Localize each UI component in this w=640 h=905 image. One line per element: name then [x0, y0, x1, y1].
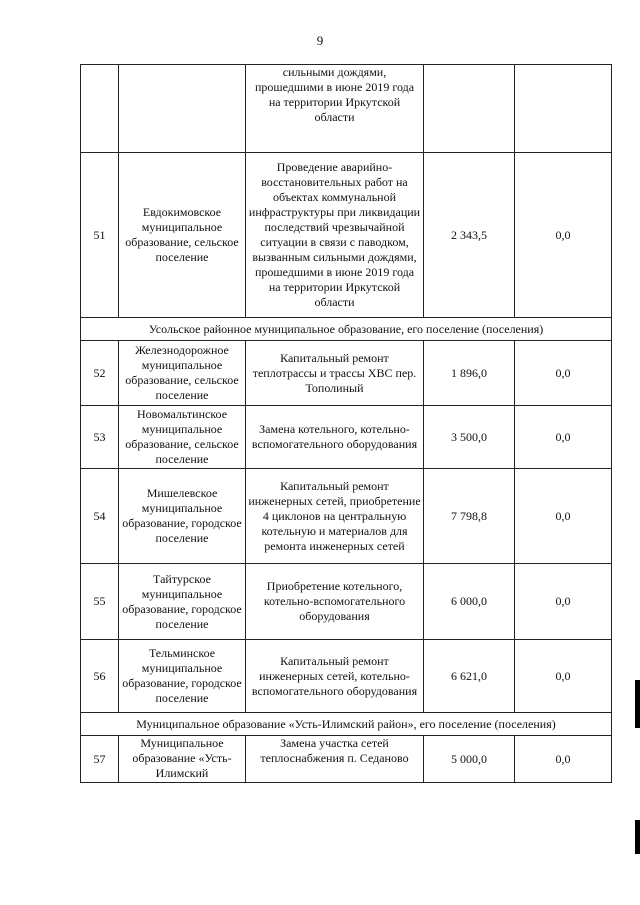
page-number: 9 — [316, 33, 324, 48]
table-row — [81, 640, 612, 713]
cell-no: 56 — [81, 640, 119, 713]
cell-entity — [119, 65, 246, 153]
cell-description: Проведение аварийно-восстановительных работ на объектах коммунальной инфраструктуры при ликвидации последствий чрезвычайной ситуации в связи с паводком, вызванным сильными дождями, прошедшими в июне 2019 года на территории Иркутской области — [246, 153, 424, 318]
cell-amount2: 0,0 — [515, 640, 612, 713]
cell-description: Капитальный ремонт теплотрассы и трассы ХВС пер. Тополиный — [246, 341, 424, 406]
cell-entity: Муниципальное образование «Усть-Илимский — [119, 736, 246, 783]
cell-amount2: 0,0 — [515, 153, 612, 318]
section-title: Усольское районное муниципальное образование, его поселение (поселения) — [81, 318, 612, 341]
cell-description: сильными дождями, прошедшими в июне 2019 года на территории Иркутской области — [246, 65, 424, 153]
cell-amount: 2 343,5 — [424, 153, 515, 318]
cell-amount — [424, 65, 515, 153]
section-title: Муниципальное образование «Усть-Илимский район», его поселение (поселения) — [81, 713, 612, 736]
scan-edge-mark — [635, 680, 640, 728]
allocation-table — [80, 64, 612, 783]
section-header-usolsky — [81, 318, 612, 341]
cell-entity: Тайтурское муниципальное образование, городское поселение — [119, 564, 246, 640]
table-row — [81, 564, 612, 640]
table-row — [81, 341, 612, 406]
cell-description: Приобретение котельного, котельно-вспомогательного оборудования — [246, 564, 424, 640]
cell-no: 52 — [81, 341, 119, 406]
cell-amount2: 0,0 — [515, 564, 612, 640]
table-row — [81, 153, 612, 318]
cell-amount: 6 621,0 — [424, 640, 515, 713]
cell-amount2: 0,0 — [515, 469, 612, 564]
scan-edge-mark — [635, 820, 640, 854]
cell-amount2: 0,0 — [515, 736, 612, 783]
cell-description: Капитальный ремонт инженерных сетей, котельно-вспомогательного оборудования — [246, 640, 424, 713]
cell-amount: 5 000,0 — [424, 736, 515, 783]
cell-entity: Тельминское муниципальное образование, городское поселение — [119, 640, 246, 713]
table-row — [81, 406, 612, 469]
cell-entity: Новомальтинское муниципальное образование, сельское поселение — [119, 406, 246, 469]
cell-description: Капитальный ремонт инженерных сетей, приобретение 4 циклонов на центральную котельную и материалов для ремонта инженерных сетей — [246, 469, 424, 564]
cell-no: 57 — [81, 736, 119, 783]
section-header-ust-ilimsk — [81, 713, 612, 736]
cell-no: 53 — [81, 406, 119, 469]
cell-amount: 7 798,8 — [424, 469, 515, 564]
table-row — [81, 736, 612, 783]
cell-amount: 3 500,0 — [424, 406, 515, 469]
cell-amount2 — [515, 65, 612, 153]
cell-no: 51 — [81, 153, 119, 318]
cell-amount: 6 000,0 — [424, 564, 515, 640]
table-row-continuation — [81, 65, 612, 153]
cell-entity: Евдокимовское муниципальное образование, сельское поселение — [119, 153, 246, 318]
table-row — [81, 469, 612, 564]
cell-description: Замена участка сетей теплоснабжения п. Седаново — [246, 736, 424, 783]
cell-amount2: 0,0 — [515, 406, 612, 469]
cell-entity: Железнодорожное муниципальное образование, сельское поселение — [119, 341, 246, 406]
cell-entity: Мишелевское муниципальное образование, городское поселение — [119, 469, 246, 564]
cell-amount: 1 896,0 — [424, 341, 515, 406]
cell-no: 54 — [81, 469, 119, 564]
cell-amount2: 0,0 — [515, 341, 612, 406]
cell-description: Замена котельного, котельно-вспомогательного оборудования — [246, 406, 424, 469]
cell-no: 55 — [81, 564, 119, 640]
cell-no — [81, 65, 119, 153]
